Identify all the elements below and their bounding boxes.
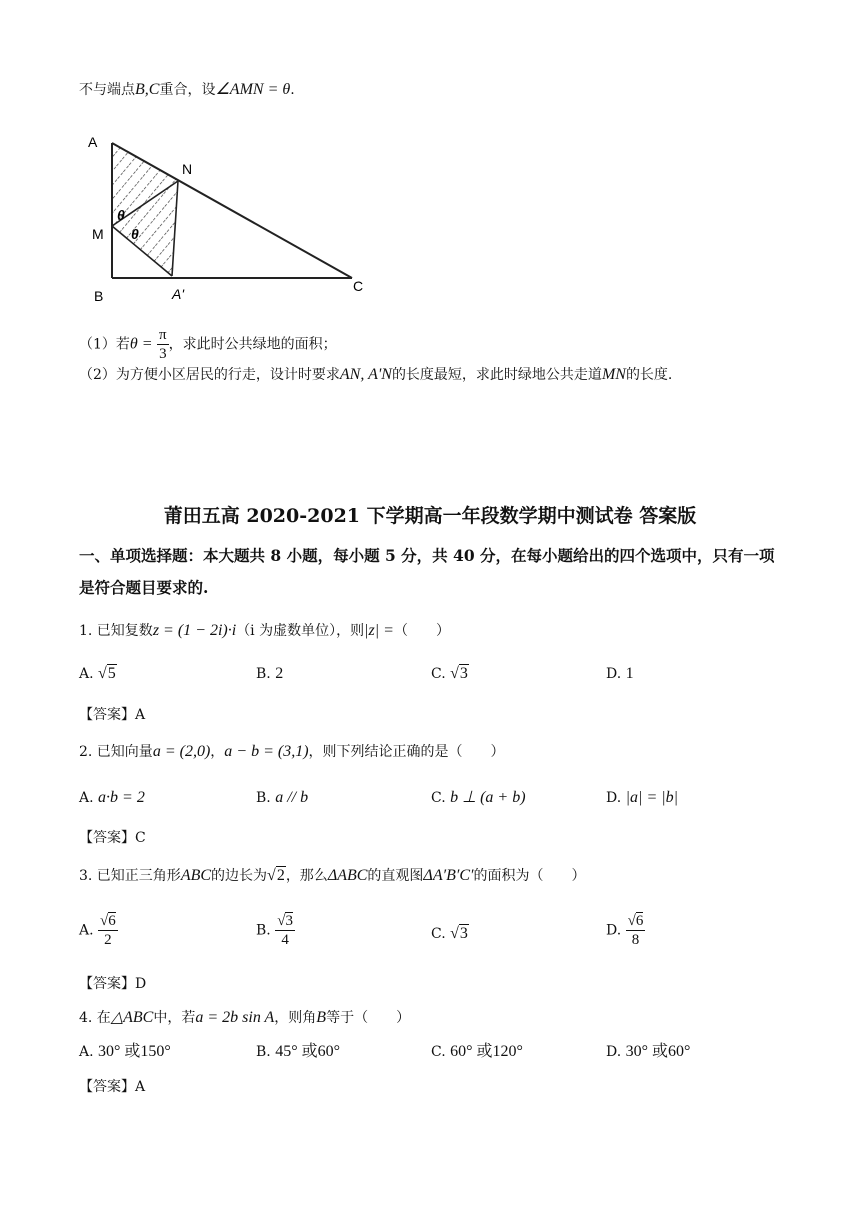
option-letter: D.	[606, 790, 622, 806]
q1-theta: θ =	[129, 335, 153, 353]
q-text: （i 为虚数单位），则	[236, 623, 365, 639]
option-fraction	[98, 912, 118, 949]
label-theta-upper: θ	[117, 207, 125, 223]
question-4-stem	[79, 1008, 410, 1028]
radicand: 6	[108, 913, 116, 929]
q-text: 中，若	[153, 1010, 196, 1026]
radicand: 5	[107, 665, 116, 682]
option-d	[606, 912, 645, 949]
label-b: B	[94, 288, 104, 304]
option-letter: B.	[256, 790, 271, 806]
q-text: 等于（ ）	[326, 1010, 411, 1026]
q-text: 的直观图	[367, 868, 424, 884]
q2-mid: 的长度最短，求此时绿地公共走道	[391, 367, 602, 383]
q-text: 1. 已知复数	[79, 623, 153, 639]
label-m: M	[92, 226, 104, 242]
q-text: 2. 已知向量	[79, 744, 153, 760]
q1-post: ，求此时公共绿地的面积；	[168, 336, 337, 353]
option-d	[606, 1042, 690, 1062]
option-letter: D.	[606, 922, 622, 939]
frac-den: 8	[631, 932, 640, 948]
radicand: 3	[285, 913, 293, 929]
label-a: A	[88, 134, 98, 150]
option-letter: C.	[431, 1044, 446, 1060]
option-letter: A.	[79, 922, 94, 939]
radicand: 2	[276, 867, 285, 884]
option-d	[606, 788, 678, 808]
option-letter: D.	[606, 1044, 622, 1060]
frac-den: 2	[104, 932, 112, 948]
intro-text-mid: 重合，设	[159, 82, 216, 98]
option-b	[256, 664, 283, 684]
option-letter: C.	[431, 666, 446, 682]
frac-den: 4	[281, 932, 289, 948]
option-a	[79, 1042, 171, 1062]
question-3-stem	[79, 866, 586, 886]
q-math: B	[316, 1009, 327, 1026]
radicand: 3	[459, 665, 468, 682]
frac-num: √6	[627, 913, 644, 929]
q-math: ABC	[180, 867, 212, 884]
option-value: 30° 或150°	[98, 1043, 171, 1060]
page-title: 莆田五高 2020-2021 下学期高一年段数学期中测试卷 答案版	[163, 505, 697, 527]
option-a	[79, 912, 118, 949]
q-math: ΔABC	[327, 867, 368, 884]
option-c	[431, 924, 469, 944]
triangle-figure	[80, 125, 380, 310]
q-text: ，则角	[274, 1010, 317, 1026]
option-value: 2	[275, 665, 284, 682]
q2-mn: MN	[601, 366, 626, 383]
option-c	[431, 788, 526, 808]
q-text: （ ）	[393, 623, 450, 639]
option-letter: B.	[256, 1044, 271, 1060]
label-n: N	[182, 161, 193, 177]
option-letter: B.	[256, 666, 271, 682]
q1-fraction	[157, 326, 169, 363]
label-a-prime: A'	[172, 286, 185, 302]
option-value: 30° 或60°	[625, 1043, 691, 1060]
answer-2: 【答案】C	[79, 830, 146, 846]
q2-post: 的长度.	[625, 367, 673, 383]
option-value: |a| = |b|	[625, 789, 679, 806]
radicand: 6	[635, 913, 644, 929]
label-c: C	[353, 278, 364, 294]
q-text: ，那么	[285, 868, 328, 884]
option-value: 60° 或120°	[450, 1043, 523, 1060]
option-letter: A.	[79, 790, 94, 806]
option-d	[606, 664, 634, 684]
option-a	[79, 664, 117, 684]
q-math: a = (2,0)	[152, 743, 211, 760]
option-fraction	[626, 912, 646, 949]
sqrt-value: √3	[450, 665, 468, 682]
option-value: 45° 或60°	[275, 1043, 341, 1060]
option-letter: D.	[606, 666, 622, 682]
q-math: △ABC	[110, 1009, 154, 1026]
question-1-stem	[79, 621, 450, 641]
option-value: 1	[625, 665, 634, 682]
q-math: ΔA′B′C′	[423, 867, 474, 884]
sqrt-value: √2	[267, 867, 285, 884]
answer-3: 【答案】D	[79, 976, 147, 992]
intro-points: B,C	[135, 81, 160, 98]
option-letter: C.	[431, 926, 446, 942]
option-c	[431, 664, 469, 684]
q-text: 的面积为（ ）	[473, 868, 586, 884]
subquestion-2	[79, 365, 672, 385]
q-text: 的边长为	[211, 868, 268, 884]
q-math: a − b = (3,1)	[224, 743, 309, 760]
q1-num: π	[159, 327, 167, 343]
q-math: a = 2b sin A	[195, 1009, 275, 1026]
option-b	[256, 788, 308, 808]
intro-end: .	[290, 82, 295, 98]
option-value: a·b = 2	[98, 789, 145, 806]
intro-text: 不与端点	[79, 82, 135, 98]
q-text: 4. 在	[79, 1010, 111, 1026]
option-value: a // b	[275, 789, 309, 806]
option-letter: A.	[79, 666, 94, 682]
question-2-stem	[79, 742, 505, 762]
subquestion-1	[79, 326, 337, 363]
label-theta-lower: θ	[131, 226, 139, 242]
q1-den: 3	[159, 346, 167, 362]
option-fraction	[275, 912, 295, 949]
radicand: 3	[459, 925, 468, 942]
intro-angle: ∠AMN = θ	[215, 81, 291, 98]
option-b	[256, 1042, 340, 1062]
option-b	[256, 912, 295, 949]
option-letter: B.	[256, 922, 271, 939]
option-letter: C.	[431, 790, 446, 806]
q-math: z = (1 − 2i)·i	[152, 622, 237, 639]
answer-1: 【答案】A	[79, 707, 146, 723]
q1-prefix: （1）若	[79, 336, 130, 353]
section-heading: 一、单项选择题：本大题共 8 小题，每小题 5 分，共 40 分，在每小题给出的四个选项中，只有一项是符合题目要求的.	[79, 546, 775, 597]
q2-segments: AN, A'N	[339, 366, 392, 383]
frac-num: √3	[277, 913, 293, 929]
option-c	[431, 1042, 523, 1062]
sqrt-value: √3	[450, 925, 468, 942]
answer-4: 【答案】A	[79, 1079, 146, 1095]
intro-line	[79, 80, 295, 100]
frac-num: √6	[100, 913, 116, 929]
option-value: b ⊥ (a + b)	[450, 789, 526, 806]
option-letter: A.	[79, 1044, 94, 1060]
sqrt-value: √5	[98, 665, 116, 682]
q-text: ，则下列结论正确的是（ ）	[308, 744, 505, 760]
q-text: 3. 已知正三角形	[79, 868, 181, 884]
q-math: |z| =	[364, 622, 394, 639]
option-a	[79, 788, 145, 808]
q-text: ，	[210, 744, 225, 760]
q2-prefix: （2）为方便小区居民的行走，设计时要求	[79, 367, 340, 383]
